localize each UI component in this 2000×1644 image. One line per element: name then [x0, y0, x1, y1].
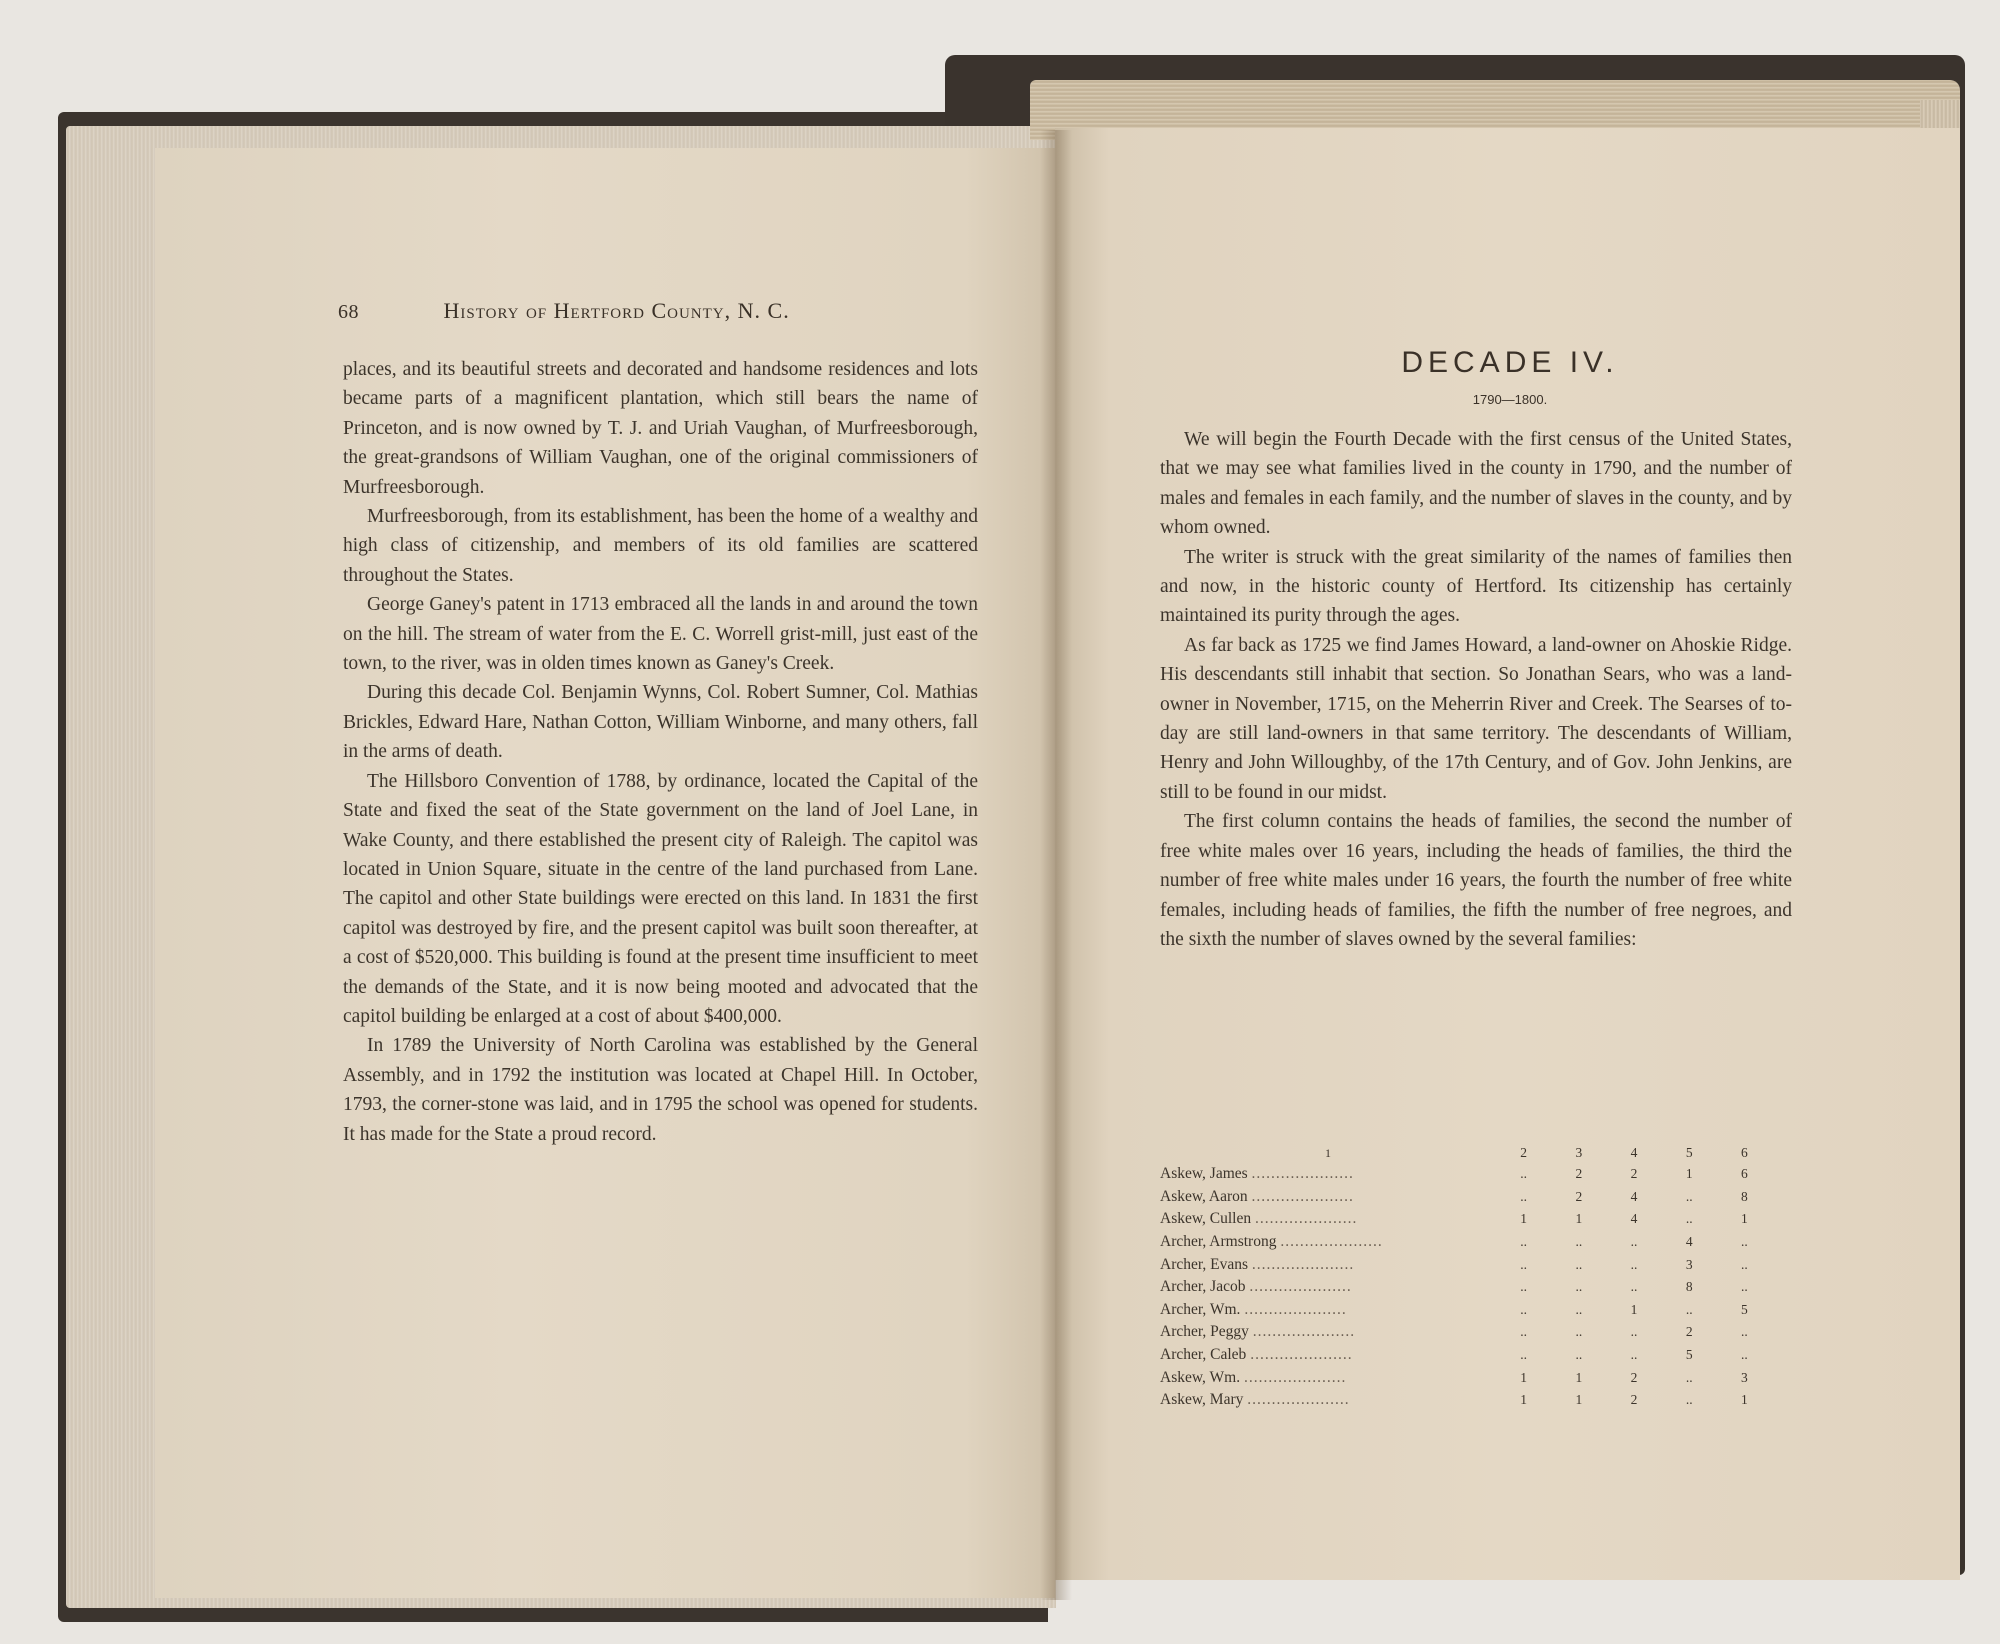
census-value-c5: 3	[1685, 1256, 1693, 1272]
census-name-cell	[1160, 1231, 1496, 1254]
running-head-title: History of Hertford County, N. C.	[443, 298, 790, 323]
left-page-body	[343, 355, 978, 1149]
census-value-c3: 2	[1575, 1166, 1583, 1182]
census-value-c3: ..	[1575, 1256, 1583, 1272]
paragraph: places, and its beautiful streets and decorated and handsome residences and lots became parts of a magnificent plantation, which still bears the name of Princeton, and is now owned by T. J. and Uriah Vaughan, of Murfreesborough, the great-grandsons of William Vaughan, one of the original commissioners of Murfreesborough.	[343, 359, 978, 498]
head-of-family: Archer, Evans	[1160, 1255, 1252, 1273]
right-page-body	[1160, 425, 1792, 954]
census-value-c2: 1	[1520, 1392, 1528, 1408]
census-value-c5: 5	[1685, 1347, 1693, 1363]
census-row	[1160, 1321, 1772, 1344]
head-of-family: Askew, Mary	[1160, 1391, 1248, 1409]
paragraph: In 1789 the University of North Carolina was established by the General Assembly, and in 1792 the institution was located at Chapel Hill. In October, 1793, the corner-stone was laid, and in 1795 the school was opened for students. It has made for the State a proud record.	[343, 1035, 978, 1145]
col-header: 5	[1685, 1145, 1693, 1160]
census-value-c5: ..	[1685, 1369, 1693, 1385]
dot-leader: .....................	[1280, 1233, 1383, 1251]
census-value-c4: 4	[1630, 1188, 1638, 1204]
census-value-c6: ..	[1741, 1324, 1748, 1340]
census-value-c4: ..	[1630, 1324, 1638, 1340]
census-value-c6: 1	[1741, 1211, 1748, 1227]
dot-leader: .....................	[1243, 1368, 1347, 1386]
paragraph: During this decade Col. Benjamin Wynns, Col. Robert Sumner, Col. Mathias Brickles, Edward Hare, Nathan Cotton, William Winborne, and many others, fall in the arms of death.	[343, 682, 978, 763]
census-value-c2: 1	[1520, 1369, 1528, 1385]
census-value-c4: 4	[1630, 1211, 1638, 1227]
head-of-family: Archer, Caleb	[1160, 1346, 1251, 1364]
dot-leader: .....................	[1255, 1210, 1358, 1228]
census-body	[1160, 1163, 1772, 1412]
head-of-family: Askew, James	[1160, 1165, 1252, 1183]
census-name-cell	[1160, 1276, 1496, 1299]
census-value-c3: ..	[1575, 1347, 1583, 1363]
census-value-c4: ..	[1630, 1256, 1638, 1272]
dot-leader: .....................	[1251, 1255, 1355, 1273]
census-value-c5: 1	[1685, 1166, 1693, 1182]
head-of-family: Askew, Aaron	[1160, 1187, 1252, 1205]
census-value-c2: ..	[1520, 1256, 1528, 1272]
census-name-cell	[1160, 1163, 1496, 1186]
census-value-c5: 2	[1685, 1324, 1693, 1340]
head-of-family: Archer, Jacob	[1160, 1278, 1250, 1296]
census-value-c4: ..	[1630, 1234, 1638, 1250]
census-value-c2: ..	[1520, 1279, 1528, 1295]
chapter-title: DECADE IV.	[1401, 346, 1619, 379]
census-value-c5: 4	[1685, 1234, 1693, 1250]
dot-leader: .....................	[1250, 1346, 1353, 1364]
census-value-c3: ..	[1575, 1234, 1583, 1250]
census-value-c2: ..	[1520, 1188, 1528, 1204]
census-value-c6: ..	[1741, 1234, 1748, 1250]
census-value-c3: ..	[1575, 1279, 1583, 1295]
paragraph: Murfreesborough, from its establishment, has been the home of a wealthy and high class of citizenship, and members of its old families are scattered throughout the States.	[343, 506, 978, 586]
census-value-c5: ..	[1685, 1211, 1693, 1227]
census-value-c4: 2	[1630, 1166, 1638, 1182]
col-header: 1	[1325, 1145, 1332, 1160]
census-header-row	[1160, 1143, 1772, 1163]
census-name-cell	[1160, 1389, 1496, 1412]
census-value-c4: ..	[1630, 1347, 1638, 1363]
dot-leader: .....................	[1251, 1165, 1354, 1183]
census-value-c6: ..	[1741, 1256, 1748, 1272]
dot-leader: .....................	[1247, 1391, 1350, 1409]
census-value-c5: ..	[1685, 1188, 1693, 1204]
col-header: 4	[1630, 1145, 1638, 1160]
census-name-cell	[1160, 1366, 1496, 1389]
census-value-c3: 2	[1575, 1188, 1583, 1204]
col-header: 2	[1520, 1145, 1528, 1160]
census-value-c6: 6	[1741, 1166, 1748, 1182]
census-value-c4: ..	[1630, 1279, 1638, 1295]
census-value-c3: 1	[1575, 1211, 1583, 1227]
chapter-years: 1790—1800.	[1472, 392, 1548, 407]
census-name-cell	[1160, 1253, 1496, 1276]
head-of-family: Archer, Peggy	[1160, 1323, 1253, 1341]
census-value-c2: ..	[1520, 1324, 1528, 1340]
page-number: 68	[338, 301, 359, 323]
census-value-c2: ..	[1520, 1234, 1528, 1250]
census-value-c6: 8	[1741, 1188, 1748, 1204]
census-row	[1160, 1276, 1772, 1299]
census-row	[1160, 1186, 1772, 1209]
dot-leader: .....................	[1251, 1187, 1354, 1205]
census-name-cell	[1160, 1299, 1496, 1322]
paragraph: As far back as 1725 we find James Howard, a land-owner on Ahoskie Ridge. His descendants still inhabit that section. So Jonathan Sears, who was a land-owner in November, 1715, on the Meherrin River and Creek. The Searses of to-day are still land-owners in that same territory. The descendants of William, Henry and John Willoughby, of the 17th Century, and of Gov. John Jenkins, are still to be found in our midst.	[1160, 634, 1792, 803]
census-value-c4: 2	[1630, 1392, 1638, 1408]
col-header: 3	[1575, 1145, 1583, 1160]
census-row	[1160, 1366, 1772, 1389]
dot-leader: .....................	[1249, 1278, 1352, 1296]
census-value-c6: 5	[1741, 1301, 1748, 1317]
census-value-c2: ..	[1520, 1301, 1528, 1317]
paragraph: We will begin the Fourth Decade with the first census of the United States, that we may see what families lived in the county in 1790, and the number of males and females in each family, and the number of slaves in the county, and by whom owned.	[1160, 429, 1792, 539]
census-value-c6: ..	[1741, 1347, 1748, 1363]
census-row	[1160, 1344, 1772, 1367]
census-value-c3: ..	[1575, 1301, 1583, 1317]
census-name-cell	[1160, 1344, 1496, 1367]
paragraph: The first column contains the heads of families, the second the number of free white males over 16 years, including the heads of families, the third the number of free white males under 16 years, the fourth the number of free white females, including heads of families, the fifth the number of free negroes, and the sixth the number of slaves owned by the several families:	[1160, 811, 1792, 950]
census-row	[1160, 1163, 1772, 1186]
census-row	[1160, 1253, 1772, 1276]
col-header: 6	[1741, 1145, 1748, 1160]
census-value-c2: ..	[1520, 1347, 1528, 1363]
head-of-family: Archer, Wm.	[1160, 1300, 1245, 1318]
census-value-c2: 1	[1520, 1211, 1528, 1227]
census-row	[1160, 1389, 1772, 1412]
head-of-family: Askew, Wm.	[1160, 1368, 1244, 1386]
census-value-c6: ..	[1741, 1279, 1748, 1295]
census-name-cell	[1160, 1321, 1496, 1344]
head-of-family: Archer, Armstrong	[1160, 1233, 1281, 1251]
census-value-c5: 8	[1685, 1279, 1693, 1295]
census-table	[1160, 1143, 1772, 1412]
census-value-c6: 1	[1741, 1392, 1748, 1408]
census-value-c6: 3	[1741, 1369, 1748, 1385]
paragraph: The Hillsboro Convention of 1788, by ordinance, located the Capital of the State and fixed the seat of the State government on the land of Joel Lane, in Wake County, and there established the present city of Raleigh. The capitol was located in Union Square, situate in the centre of the land purchased from Lane. The capitol and other State buildings were erected on this land. In 1831 the first capitol was destroyed by fire, and the present capitol was built soon thereafter, at a cost of $520,000. This building is found at the present time insufficient to meet the demands of the State, and it is now being mooted and advocated that the capitol building be enlarged at a cost of about $400,000.	[343, 770, 978, 1027]
head-of-family: Askew, Cullen	[1160, 1210, 1255, 1228]
census-name-cell	[1160, 1186, 1496, 1209]
census-value-c2: ..	[1520, 1166, 1528, 1182]
census-value-c3: 1	[1575, 1392, 1583, 1408]
census-value-c4: 2	[1630, 1369, 1638, 1385]
dot-leader: .....................	[1244, 1300, 1347, 1318]
running-header	[338, 298, 988, 324]
census-value-c5: ..	[1685, 1392, 1693, 1408]
paragraph: George Ganey's patent in 1713 embraced all the lands in and around the town on the hill. The stream of water from the E. C. Worrell grist-mill, just east of the town, to the river, was in olden times known as Ganey's Creek.	[343, 594, 978, 675]
census-value-c4: 1	[1630, 1301, 1638, 1317]
census-value-c3: ..	[1575, 1324, 1583, 1340]
paragraph: The writer is struck with the great similarity of the names of families then and now, in the historic county of Hertford. Its citizenship has certainly maintained its purity through the ages.	[1160, 546, 1792, 627]
census-row	[1160, 1299, 1772, 1322]
census-value-c3: 1	[1575, 1369, 1583, 1385]
dot-leader: .....................	[1252, 1323, 1356, 1341]
census-row	[1160, 1208, 1772, 1231]
census-row	[1160, 1231, 1772, 1254]
census-value-c5: ..	[1685, 1301, 1693, 1317]
census-name-cell	[1160, 1208, 1496, 1231]
